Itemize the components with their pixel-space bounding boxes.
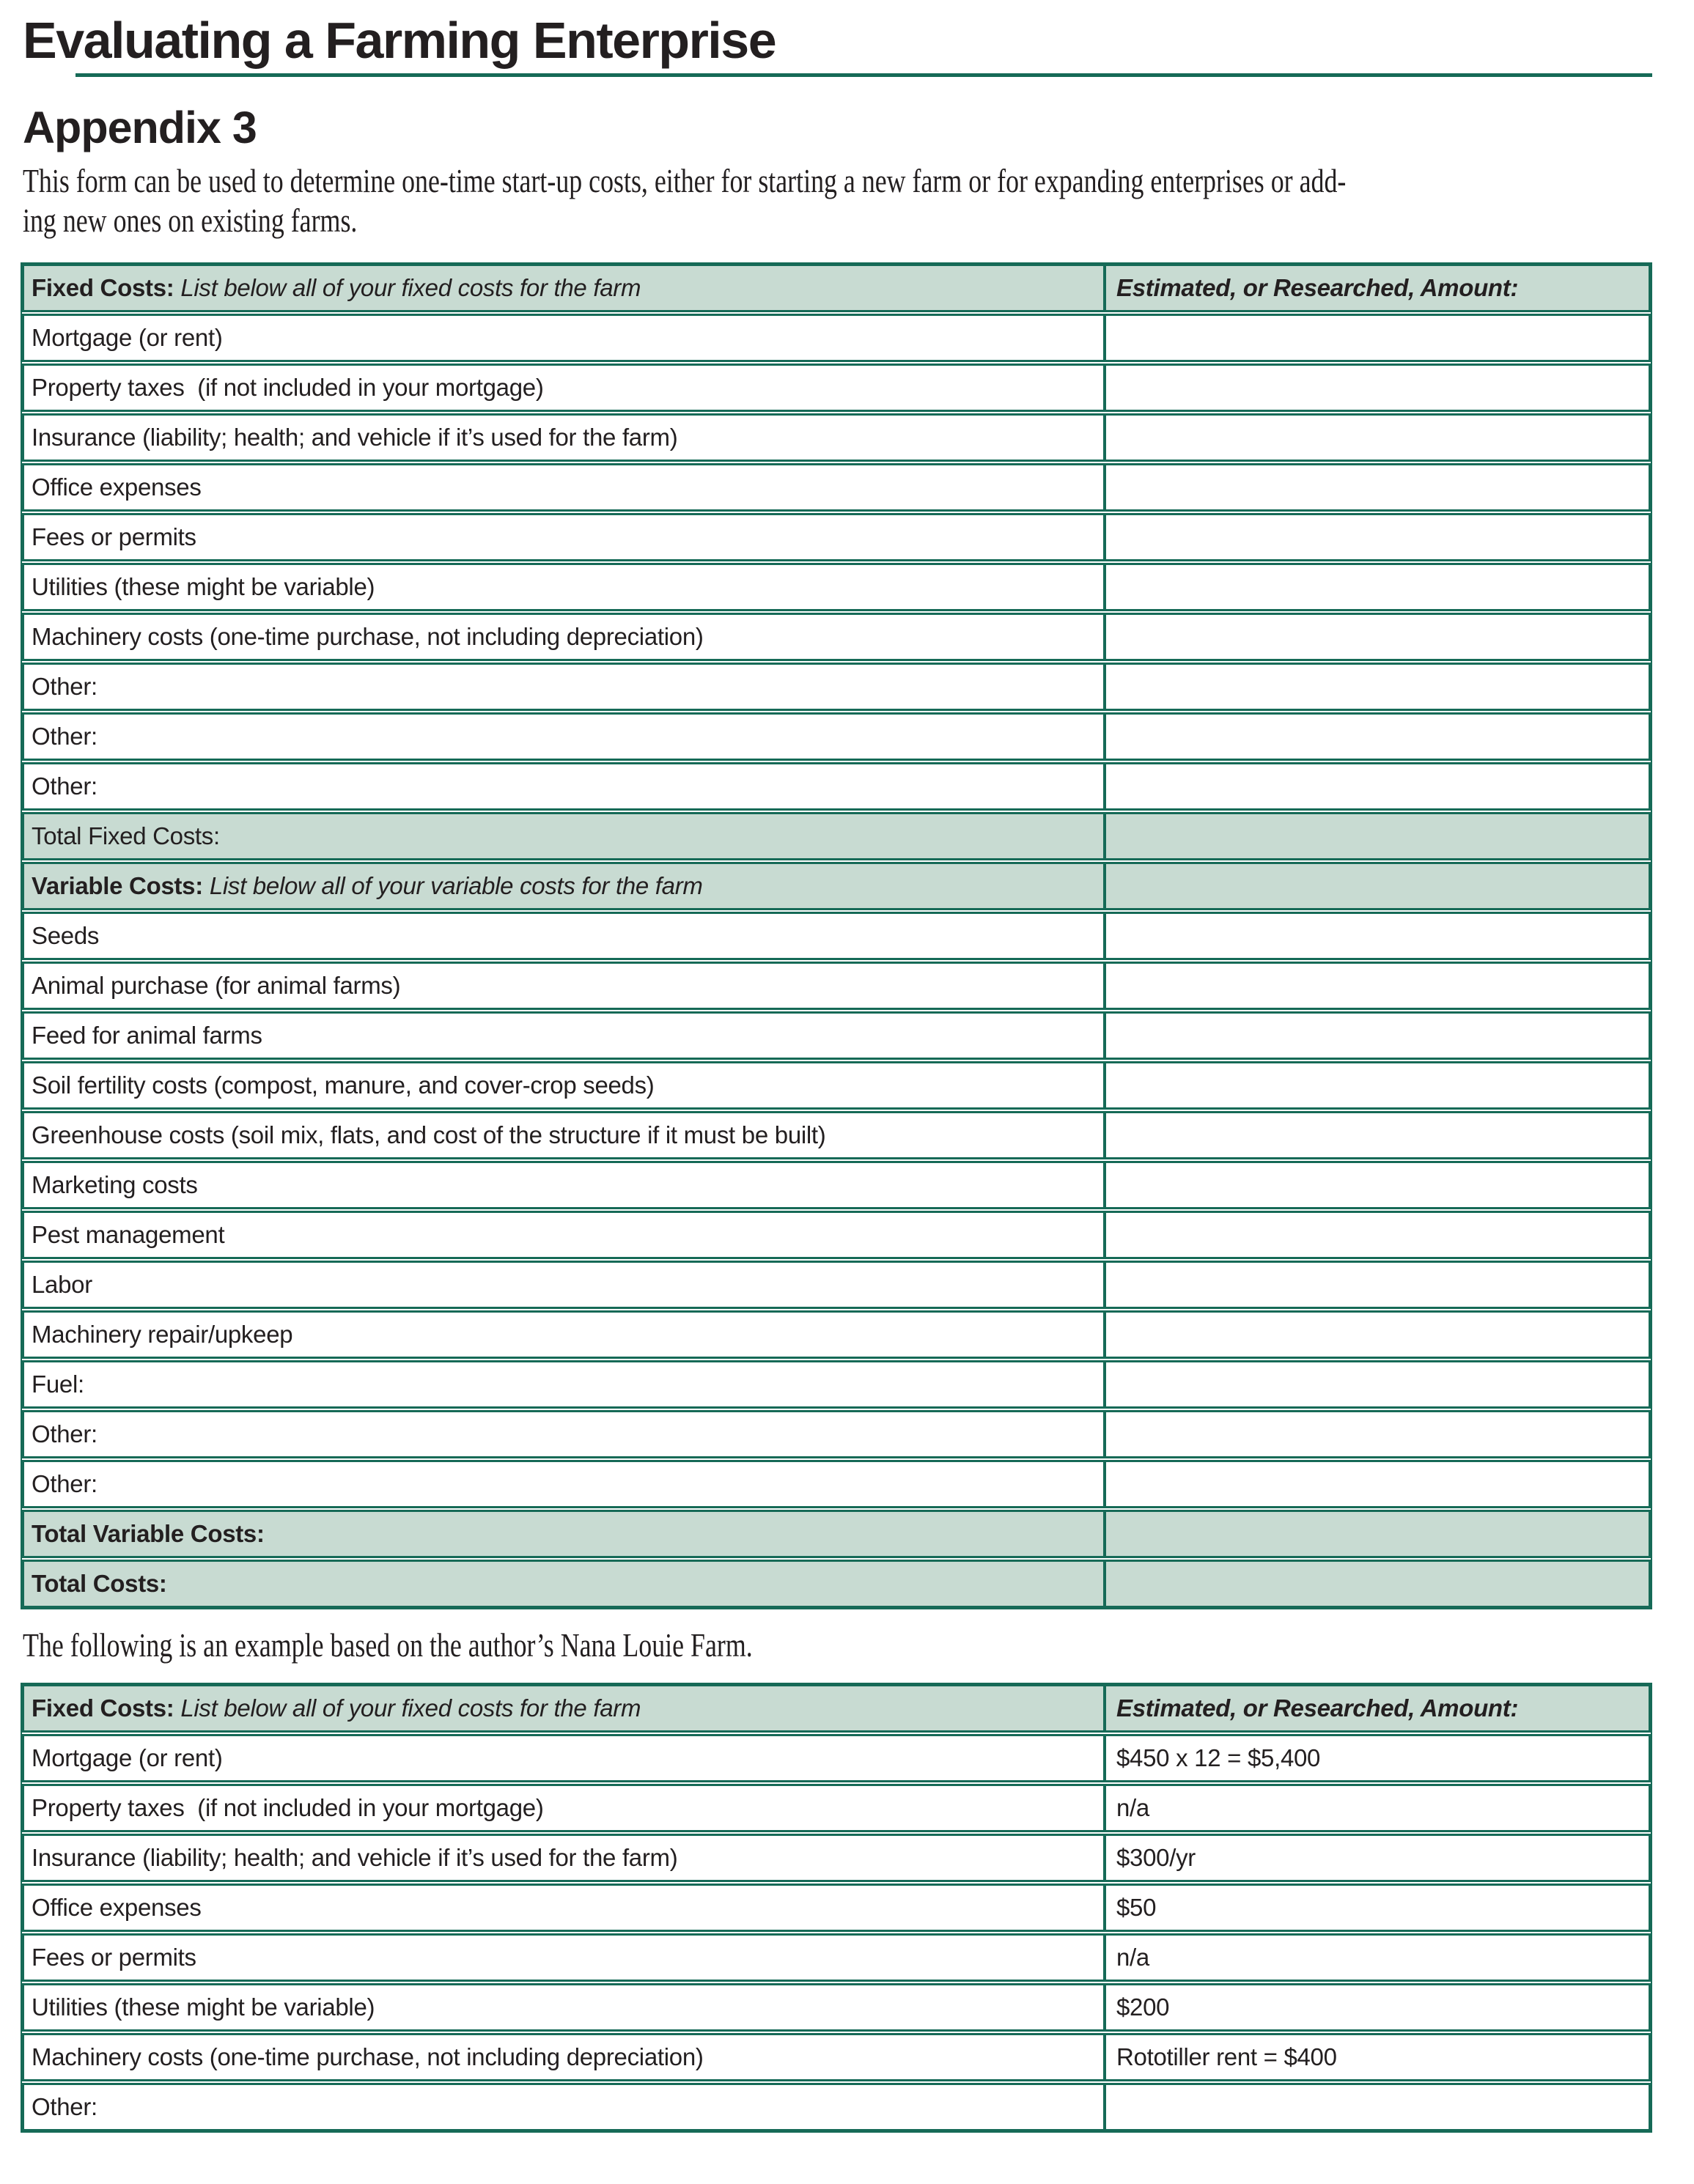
amount-cell [1103,964,1649,1008]
cost-label: Marketing costs [32,1171,198,1199]
cost-label-cell [24,1686,1103,1730]
amount-cell [1103,764,1649,808]
amount-cell [1103,416,1649,460]
amount-cell [1103,665,1649,709]
cost-label-cell [24,864,1103,908]
table-row [22,1261,1651,1309]
table-row [22,1734,1651,1782]
cost-label-cell [24,1985,1103,2029]
amount-value: $450 x 12 = $5,400 [1116,1744,1321,1772]
cost-label: Animal purchase (for animal farms) [32,972,401,1000]
cost-label-cell [24,1213,1103,1257]
amount-cell [1103,266,1649,310]
table-row [22,463,1651,512]
cost-label: Feed for animal farms [32,1022,262,1049]
cost-label-cell [24,565,1103,609]
cost-label-cell [24,1313,1103,1357]
cost-label: Machinery costs (one-time purchase, not including depreciation) [32,623,704,651]
table-row [22,314,1651,362]
table-row [22,1410,1651,1458]
section-description: List below all of your fixed costs for the farm [174,1694,641,1722]
table-row [22,1360,1651,1409]
amount-cell [1103,814,1649,858]
amount-value: n/a [1116,1944,1149,1971]
section-label: Fixed Costs: [32,274,174,302]
cost-label: Labor [32,1271,92,1299]
amount-cell [1103,1686,1649,1730]
cost-label-cell [24,515,1103,559]
table-row [22,264,1651,312]
amount-cell [1103,2035,1649,2079]
amount-cell [1103,2085,1649,2129]
title-underline-rule [76,73,1652,77]
section-description: List below all of your variable costs for the farm [202,872,703,900]
cost-label-cell [24,416,1103,460]
cost-label-cell [24,2035,1103,2079]
table-row [22,1510,1651,1558]
section-description: List below all of your fixed costs for the farm [174,274,641,302]
cost-label-cell [24,366,1103,410]
cost-label: Insurance (liability; health; and vehicle if it’s used for the farm) [32,424,678,451]
table-row [22,1061,1651,1110]
intro-line-1: This form can be used to determine one-time start-up costs, either for starting a new farm or for expanding enterprises or add- [23,162,1347,200]
amount-value: $50 [1116,1894,1157,1922]
amount-cell [1103,1213,1649,1257]
table-row [22,1884,1651,1932]
amount-value: Rototiller rent = $400 [1116,2043,1337,2071]
cost-label: Property taxes (if not included in your mortgage) [32,374,544,402]
table-row [22,762,1651,811]
amount-cell [1103,1786,1649,1830]
cost-label-cell [24,1362,1103,1406]
cost-label: Seeds [32,922,100,950]
cost-label-cell [24,1936,1103,1980]
table-row [22,613,1651,661]
cost-label: Office expenses [32,1894,202,1922]
table-row [22,812,1651,860]
cost-label-cell [24,1163,1103,1207]
cost-label-cell [24,1786,1103,1830]
cost-label: Other: [32,673,97,701]
cost-label-cell [24,1412,1103,1456]
cost-label: Other: [32,1420,97,1448]
cost-label-cell [24,465,1103,509]
amount-cell [1103,864,1649,908]
cost-label-cell [24,1512,1103,1556]
amount-cell [1103,615,1649,659]
cost-label: Mortgage (or rent) [32,1744,223,1772]
amount-cell [1103,1362,1649,1406]
amount-column-header: Estimated, or Researched, Amount: [1116,1694,1519,1722]
amount-cell [1103,1263,1649,1307]
cost-label: Total Costs: [32,1570,167,1598]
table-row [22,364,1651,412]
cost-label-cell [24,2085,1103,2129]
amount-value: n/a [1116,1794,1149,1822]
cost-label-cell [24,1462,1103,1506]
startup-costs-example-table [21,1683,1652,2133]
amount-cell [1103,366,1649,410]
table-row [22,2033,1651,2081]
amount-cell [1103,515,1649,559]
cost-label-cell [24,1736,1103,1780]
amount-cell [1103,914,1649,958]
amount-cell [1103,1836,1649,1880]
cost-label-cell [24,1014,1103,1058]
cost-label: Other: [32,1470,97,1498]
section-label: Fixed Costs: [32,1694,174,1722]
table-row [22,1111,1651,1159]
cost-label-cell [24,1113,1103,1157]
cost-label: Fuel: [32,1370,84,1398]
amount-cell [1103,1512,1649,1556]
table-row [22,1983,1651,2032]
table-row [22,962,1651,1010]
amount-cell [1103,1462,1649,1506]
cost-label: Insurance (liability; health; and vehicle if it’s used for the farm) [32,1844,678,1872]
cost-label-cell [24,1063,1103,1107]
amount-cell [1103,1736,1649,1780]
cost-label: Other: [32,772,97,800]
document-page [0,12,1694,2133]
table-row [22,1011,1651,1060]
section-label: Variable Costs: [32,872,203,900]
cost-label-cell [24,615,1103,659]
table-row [22,912,1651,960]
amount-cell [1103,1113,1649,1157]
cost-label: Other: [32,2093,97,2121]
startup-costs-blank-table [21,262,1652,1609]
cost-label: Soil fertility costs (compost, manure, and cover-crop seeds) [32,1071,655,1099]
table-row [22,862,1651,910]
table-row [22,563,1651,611]
cost-label-cell [24,715,1103,759]
cost-label-cell [24,1836,1103,1880]
amount-cell [1103,1886,1649,1930]
table-row [22,1560,1651,1608]
table-row [22,1460,1651,1508]
cost-label: Machinery repair/upkeep [32,1321,293,1349]
table-row [22,1684,1651,1733]
amount-value: $200 [1116,1993,1170,2021]
page-title: Evaluating a Farming Enterprise [23,12,776,69]
amount-cell [1103,316,1649,360]
cost-label: Fees or permits [32,1944,196,1971]
cost-label: Property taxes (if not included in your mortgage) [32,1794,544,1822]
amount-cell [1103,565,1649,609]
table-row [22,1161,1651,1209]
table-row [22,1834,1651,1882]
intro-line-2: ing new ones on existing farms. [23,202,358,240]
cost-label-cell [24,814,1103,858]
cost-label-cell [24,266,1103,310]
table-row [22,513,1651,561]
amount-cell [1103,1313,1649,1357]
amount-cell [1103,1985,1649,2029]
appendix-heading: Appendix 3 [23,103,257,153]
table-row [22,413,1651,462]
cost-label: Utilities (these might be variable) [32,573,375,601]
amount-cell [1103,465,1649,509]
cost-label-cell [24,1886,1103,1930]
cost-label: Utilities (these might be variable) [32,1993,375,2021]
amount-cell [1103,1014,1649,1058]
cost-label: Total Fixed Costs: [32,822,220,850]
amount-cell [1103,1163,1649,1207]
cost-label-cell [24,914,1103,958]
example-note: The following is an example based on the author’s Nana Louie Farm. [23,1626,753,1664]
amount-cell [1103,1562,1649,1606]
amount-cell [1103,1936,1649,1980]
amount-cell [1103,1412,1649,1456]
cost-label: Machinery costs (one-time purchase, not including depreciation) [32,2043,704,2071]
cost-label-cell [24,964,1103,1008]
table-row [22,1310,1651,1359]
amount-column-header: Estimated, or Researched, Amount: [1116,274,1519,302]
amount-value: $300/yr [1116,1844,1196,1872]
cost-label: Other: [32,723,97,750]
cost-label: Total Variable Costs: [32,1520,265,1548]
intro-paragraph [23,161,1652,240]
cost-label-cell [24,1263,1103,1307]
table-row [22,712,1651,761]
cost-label-cell [24,316,1103,360]
table-row [22,1784,1651,1832]
table-row [22,1933,1651,1982]
cost-label: Mortgage (or rent) [32,324,223,352]
cost-label-cell [24,1562,1103,1606]
cost-label-cell [24,764,1103,808]
amount-cell [1103,1063,1649,1107]
table-row [22,663,1651,711]
cost-label: Fees or permits [32,523,196,551]
table-row [22,1211,1651,1259]
cost-label-cell [24,665,1103,709]
cost-label: Greenhouse costs (soil mix, flats, and cost of the structure if it must be built) [32,1121,826,1149]
amount-cell [1103,715,1649,759]
cost-label: Office expenses [32,473,202,501]
table-row [22,2083,1651,2131]
cost-label: Pest management [32,1221,225,1249]
